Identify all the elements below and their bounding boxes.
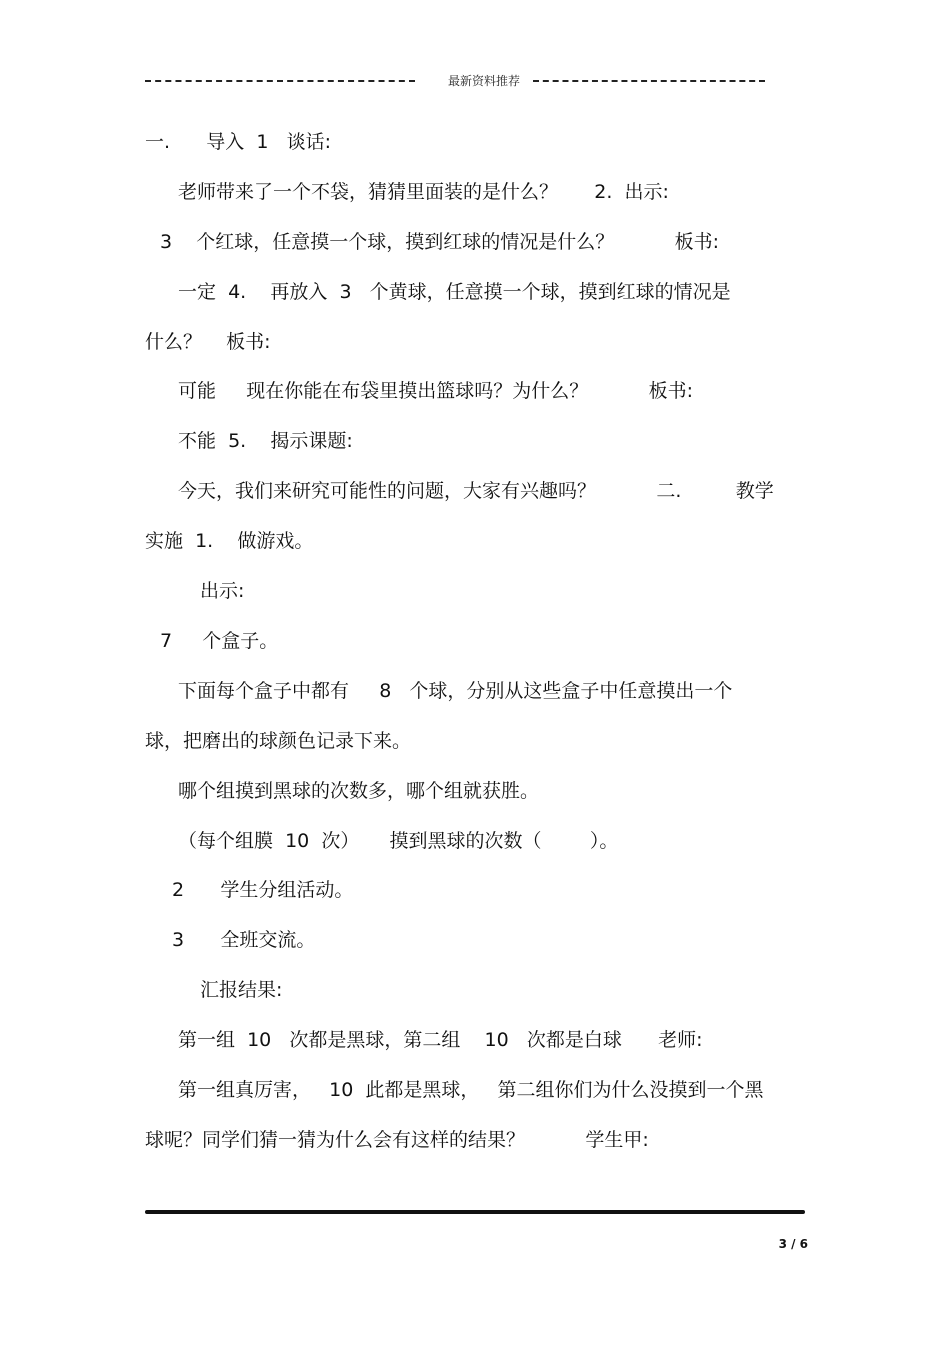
- text-line: 今天，我们来研究可能性的问题，大家有兴趣吗？ 二. 教学: [178, 480, 774, 502]
- text-line: 一. 导入 1 谈话:: [145, 131, 331, 153]
- text-line: 第一组真厉害， 10 此都是黑球， 第二组你们为什么没摸到一个黑: [178, 1079, 764, 1101]
- text-line: 哪个组摸到黑球的次数多，哪个组就获胜。: [178, 780, 540, 802]
- text-line: 球，把磨出的球颜色记录下来。: [145, 730, 412, 752]
- text-line: （每个组膜 10 次） 摸到黑球的次数（ ）。: [178, 830, 619, 852]
- header-rule-right: [533, 80, 765, 82]
- text-line: 实施 1. 做游戏。: [145, 530, 314, 552]
- text-line: 什么？ 板书:: [145, 331, 271, 353]
- text-line: 7 个盒子。: [160, 630, 279, 652]
- text-line: 球呢？同学们猜一猜为什么会有这样的结果？ 学生甲:: [145, 1129, 649, 1151]
- text-line: 下面每个盒子中都有 8 个球，分别从这些盒子中任意摸出一个: [178, 680, 733, 702]
- text-line: 汇报结果:: [200, 979, 283, 1001]
- page-number: 3 / 6: [778, 1237, 808, 1251]
- header-rule-left: [145, 80, 415, 82]
- text-line: 3 全班交流。: [172, 929, 316, 951]
- text-line: 第一组 10 次都是黑球，第二组 10 次都是白球 老师:: [178, 1029, 703, 1051]
- text-line: 老师带来了一个不袋，猜猜里面装的是什么？ 2. 出示:: [178, 181, 669, 203]
- text-line: 3 个红球，任意摸一个球，摸到红球的情况是什么？ 板书:: [160, 231, 720, 253]
- footer-rule: [145, 1210, 805, 1214]
- header-title: 最新资料推荐: [447, 74, 520, 88]
- text-line: 2 学生分组活动。: [172, 879, 354, 901]
- text-line: 不能 5. 揭示课题:: [178, 430, 353, 452]
- text-line: 可能 现在你能在布袋里摸出篮球吗？为什么？ 板书:: [178, 380, 693, 402]
- text-line: 一定 4. 再放入 3 个黄球，任意摸一个球，摸到红球的情况是: [178, 281, 731, 303]
- text-line: 出示:: [200, 580, 245, 602]
